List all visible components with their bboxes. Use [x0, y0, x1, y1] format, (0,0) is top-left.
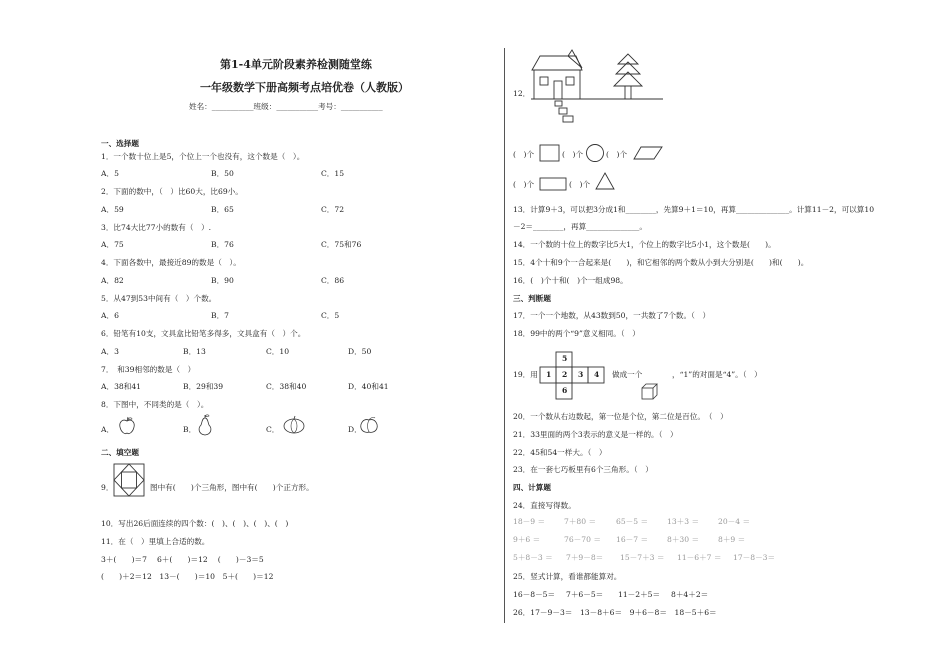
cube-face-1: 1	[546, 370, 552, 379]
q24-text: 24．直接写得数。	[513, 501, 576, 510]
square-shape	[539, 144, 561, 162]
q15-text: 15．4个十和9个一合起来是( )，和它相邻的两个数从小到大分别是( )和( )。	[513, 258, 809, 267]
cube-face-5: 5	[562, 354, 568, 363]
q2-option-a: A．59	[101, 205, 124, 214]
apple-icon	[118, 416, 136, 436]
q2-option-b: B．65	[211, 205, 234, 214]
q12-count-parallelogram: ( )个	[606, 150, 628, 159]
q1-option-b: B．50	[211, 169, 234, 178]
q3-option-b: B．76	[211, 240, 234, 249]
square-triangle-figure	[113, 463, 145, 497]
q22-text: 22．45和54一样大。（ ）	[513, 448, 607, 457]
section-choice: 一、选择题	[101, 139, 139, 148]
calc-item: 15－7＋3 ＝	[620, 553, 665, 562]
calc-item: 9＋6 ＝	[513, 535, 541, 544]
calc-item: 5＋8－3 ＝	[513, 553, 553, 562]
pear-icon	[196, 414, 214, 438]
q3-option-c: C．75和76	[321, 240, 362, 249]
q23-text: 23．在一套七巧板里有6个三角形。（ ）	[513, 465, 653, 474]
q4-text: 4．下面各数中，最接近89的数是（ ）。	[101, 258, 241, 267]
q8-option-c: C．	[266, 425, 280, 434]
q13-text-1: 13．计算9＋3，可以把3分成1和________，先算9＋1＝10，再算______________。计算11－2，可以算10	[513, 205, 875, 214]
q8-text: 8．下图中，不同类的是（ ）。	[101, 400, 209, 409]
calc-item: 65－5 ＝	[616, 517, 649, 526]
q21-text: 21．33里面的两个3表示的意义是一样的。（ ）	[513, 430, 678, 439]
calc-item: 7＋80 ＝	[564, 517, 597, 526]
q14-text: 14．一个数的十位上的数字比5大1，个位上的数字比5小1，这个数是( )。	[513, 240, 776, 249]
pumpkin-icon	[283, 416, 305, 434]
q20-text: 20．一个数从右边数起，第一位是个位，第二位是百位。 （ ）	[513, 412, 728, 421]
q4-option-c: C．86	[321, 276, 345, 285]
q1-option-c: C．15	[321, 169, 345, 178]
q1-option-a: A．5	[101, 169, 119, 178]
q8-option-b: B．	[183, 425, 197, 434]
q25-text: 25．竖式计算，看谁都能算对。	[513, 572, 622, 581]
house-tree-figure	[528, 48, 668, 124]
calc-item: 7＋9－8＝	[566, 553, 604, 562]
cube-face-3: 3	[578, 370, 584, 379]
q7-option-c: C．38和40	[266, 382, 307, 391]
calc-item: 17－8－3＝	[733, 553, 776, 562]
q3-text: 3．比74大比77小的数有（ ）.	[101, 223, 212, 232]
triangle-shape	[595, 172, 615, 190]
cube-face-4: 4	[594, 370, 600, 379]
calc-item: 8＋30 ＝	[667, 535, 700, 544]
q7-option-d: D．40和41	[348, 382, 389, 391]
title-line-2: 一年级数学下册高频考点培优卷（人教版）	[200, 81, 409, 94]
q9-number: 9．	[101, 483, 114, 492]
q8-option-d: D．	[348, 425, 362, 434]
q19-text-1: 19．用	[513, 370, 538, 379]
calc-item: 11－6＋7 ＝	[677, 553, 722, 562]
q1-text: 1．一个数十位上是5，个位上一个也没有，这个数是（ ）。	[101, 152, 305, 161]
q4-option-a: A．82	[101, 276, 124, 285]
q19-text-3: ，“1”的对面是“4”。（ ）	[672, 370, 762, 379]
q5-option-a: A．6	[101, 311, 119, 320]
q17-text: 17．一个一个地数，从43数到50，一共数了7个数。（ ）	[513, 311, 711, 320]
cube-icon	[641, 383, 659, 401]
section-fill: 二、填空题	[101, 448, 139, 457]
q25-expr: 8＋4＋2＝	[671, 590, 709, 599]
q6-option-c: C．10	[266, 347, 290, 356]
q8-option-a: A．	[101, 425, 115, 434]
q12-count-rectangle: ( )个	[513, 180, 535, 189]
q11-text: 11．在（ ）里填上合适的数。	[101, 537, 210, 546]
calc-item: 8＋9 ＝	[718, 535, 746, 544]
q25-expr: 11－2＋5＝	[618, 590, 661, 599]
q6-option-d: D．50	[348, 347, 372, 356]
q4-option-b: B．90	[211, 276, 234, 285]
calc-item: 16－7 ＝	[616, 535, 649, 544]
q5-text: 5．从47到53中间有（ ）个数。	[101, 294, 217, 303]
q11-row-2: ( )＋2＝12 13－( )＝10 5＋( )＝12	[101, 572, 274, 581]
q9-text: 图中有( )个三角形，图中有( )个正方形。	[150, 483, 314, 492]
parallelogram-shape	[633, 146, 663, 160]
q18-text: 18．99中的两个“9”意义相同。（ ）	[513, 329, 640, 338]
calc-item: 13＋3 ＝	[667, 517, 700, 526]
q25-expr: 16－8－5＝	[513, 590, 556, 599]
q12-number: 12．	[513, 89, 531, 98]
q13-text-2: －2＝________，再算______________。	[513, 222, 647, 231]
title-line-1: 第1-4单元阶段素养检测随堂练	[220, 58, 372, 71]
cube-face-6: 6	[562, 386, 568, 395]
q19-text-2: 做成一个	[612, 370, 643, 379]
calc-item: 20－4 ＝	[718, 517, 751, 526]
q16-text: 16．( )个十和( )个一组成98。	[513, 276, 628, 285]
q12-count-triangle: ( )个	[569, 180, 591, 189]
calc-item: 76－70 ＝	[564, 535, 601, 544]
q12-count-circle: ( )个	[562, 150, 584, 159]
q5-option-c: C．5	[321, 311, 340, 320]
section-judge: 三、判断题	[513, 294, 551, 303]
peach-icon	[359, 416, 379, 434]
q6-option-a: A．3	[101, 347, 119, 356]
circle-shape	[585, 143, 605, 163]
q7-text: 7． 和39相邻的数是（ ）	[101, 365, 196, 374]
q7-option-a: A．38和41	[101, 382, 141, 391]
section-calc: 四、计算题	[513, 483, 551, 492]
q6-option-b: B．13	[183, 347, 206, 356]
q2-text: 2．下面的数中，（ ）比60大，比69小。	[101, 187, 243, 196]
rectangle-shape	[539, 177, 567, 191]
q7-option-b: B．29和39	[183, 382, 224, 391]
cube-face-2: 2	[562, 370, 568, 379]
q3-option-a: A．75	[101, 240, 124, 249]
q12-count-square: ( )个	[513, 150, 535, 159]
q10-text: 10．写出26后面连续的四个数：( )、( )、( )、( )	[101, 519, 289, 528]
q6-text: 6．铅笔有10支，文具盒比铅笔多得多，文具盒有（ ）个。	[101, 329, 306, 338]
q5-option-b: B．7	[211, 311, 230, 320]
page-divider	[504, 48, 505, 623]
calc-item: 18－9 ＝	[513, 517, 546, 526]
q11-row-1: 3＋( )＝7 6＋( )＝12 ( )－3＝5	[101, 555, 264, 564]
q26-text: 26．17－9－3＝ 13－8＋6＝ 9＋6－8＝ 18－5＋6＝	[513, 608, 717, 617]
q2-option-c: C．72	[321, 205, 345, 214]
q25-expr: 7＋6－5＝	[566, 590, 604, 599]
student-info: 姓名：___________班级：___________考号：___________	[189, 102, 383, 111]
